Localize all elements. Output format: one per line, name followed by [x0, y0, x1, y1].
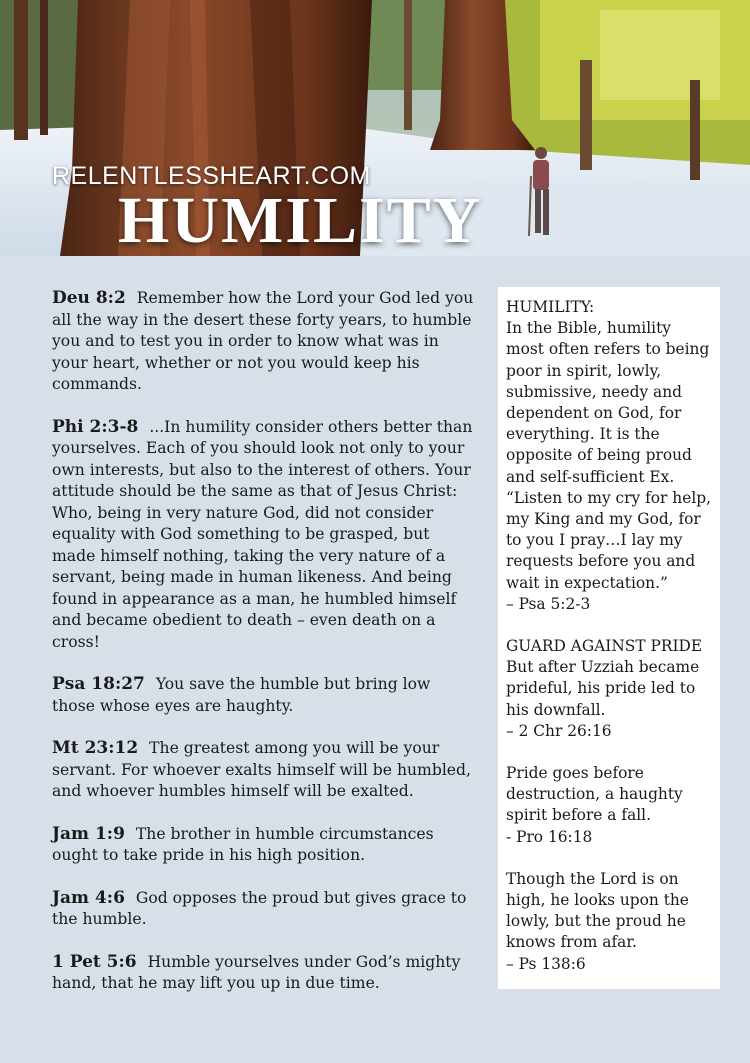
header-banner: [0, 0, 750, 256]
sidebar-heading: GUARD AGAINST PRIDE: [506, 637, 703, 656]
sidebar-heading: HUMILITY:: [506, 298, 595, 316]
sidebar-body: But after Uzziah became prideful, his pride led to his downfall.: [506, 658, 700, 719]
verse-text: God opposes the proud but gives grace to the humble.: [52, 888, 467, 928]
site-name: RELENTLESSHEART.COM: [52, 162, 371, 190]
verse-ref: Phi 2:3-8: [52, 416, 139, 437]
sidebar-guard: [506, 636, 712, 742]
verse-ref: Jam 4:6: [52, 887, 125, 908]
verse-list: [52, 288, 477, 1016]
sidebar-pride: [506, 763, 712, 848]
verse-item: [52, 288, 477, 396]
verse-text: Remember how the Lord your God led you all the way in the desert these forty years, to humble you and to test you in order to know what was in your heart, whether or not you would keep his commands.: [52, 289, 474, 393]
sidebar-body: Pride goes before destruction, a haughty spirit before a fall.: [506, 764, 683, 825]
verse-text: Humble yourselves under God’s mighty hand, that he may lift you up in due time.: [52, 952, 461, 992]
verse-item: [52, 738, 477, 803]
verse-item: [52, 674, 477, 717]
verse-ref: 1 Pet 5:6: [52, 951, 137, 972]
sidebar-ref: – 2 Chr 26:16: [506, 721, 612, 740]
verse-item: [52, 417, 477, 654]
sidebar-body: Though the Lord is on high, he looks upon the lowly, but the proud he knows from afar.: [506, 869, 689, 952]
sidebar-humility: [506, 297, 712, 615]
sidebar-ref: – Psa 5:2-3: [506, 594, 591, 613]
sidebar-lord: [506, 869, 712, 975]
verse-ref: Jam 1:9: [52, 823, 125, 844]
sidebar-ref: - Pro 16:18: [506, 827, 593, 846]
verse-item: [52, 888, 477, 931]
verse-item: [52, 824, 477, 867]
verse-ref: Mt 23:12: [52, 738, 139, 758]
sidebar-ref: – Ps 138:6: [506, 954, 586, 973]
page-title: HUMILITY: [118, 184, 483, 256]
verse-item: [52, 952, 477, 995]
verse-text: You save the humble but bring low those whose eyes are haughty.: [52, 675, 431, 715]
verse-ref: Deu 8:2: [52, 288, 126, 308]
verse-text: The brother in humble circumstances ought to take pride in his high position.: [52, 824, 434, 864]
verse-text: The greatest among you will be your servant. For whoever exalts himself will be humbled, and whoever humbles himself will be exalted.: [52, 739, 471, 800]
sidebar-body: In the Bible, humility most often refers to being poor in spirit, lowly, submissive, needy and dependent on God, for everything. It is the opposite of being proud and self-sufficient Ex. “Listen to my cry for help, my King and my God, for to you I pray…I lay my requests before you and wait in expectation.”: [506, 319, 711, 592]
sidebar-box: [498, 287, 720, 989]
verse-text: ...In humility consider others better than yourselves. Each of you should look not only to your own interests, but also to the interest of others. Your attitude should be the same as that of Jesus Christ: Who, being in very nature God, did not consider equality with God something to be grasped, but made himself nothing, taking the very nature of a servant, being made in human likeness. And being found in appearance as a man, he humbled himself and became obedient to death – even death on a cross!: [52, 417, 473, 651]
verse-ref: Psa 18:27: [52, 674, 145, 694]
